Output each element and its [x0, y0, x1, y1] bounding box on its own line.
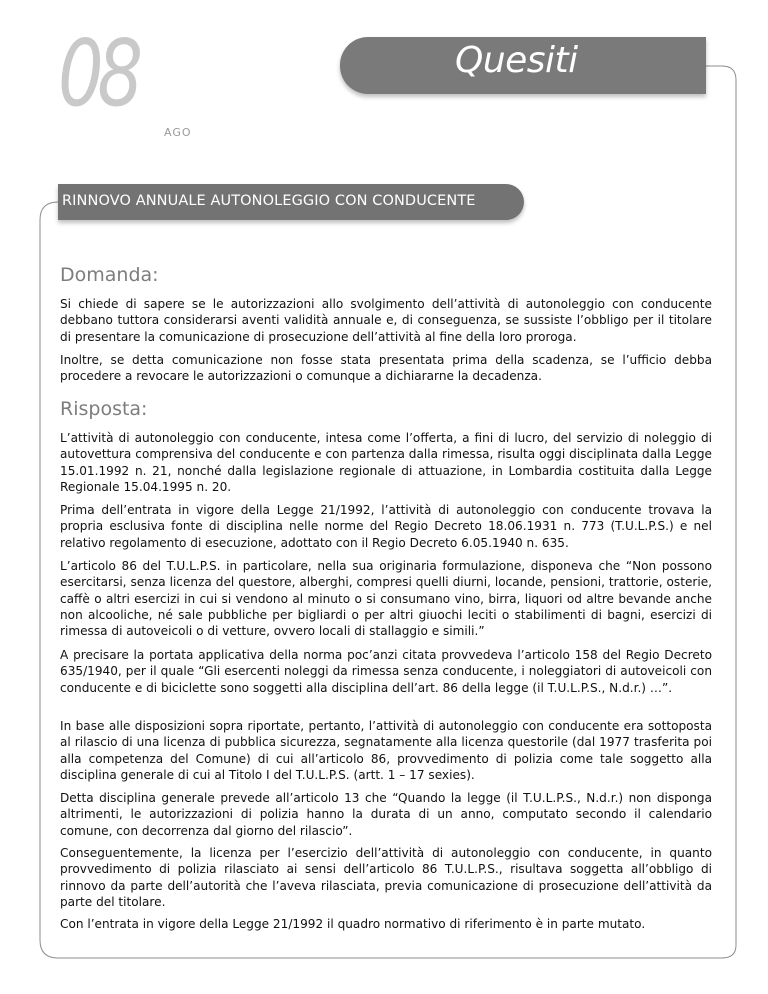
answer-paragraph: Conseguentemente, la licenza per l’esercizio dell’attività di autonoleggio con conducente, in quanto provvedimento di polizia rilasciato ai sensi dell’articolo 86 T.U.L.P.S., risultava soggetta all’obbligo di rinnovo da parte dell’autorità che l’aveva rilasciata, previa comunicazione di prosecuzione dell’attività da parte del titolare. [60, 846, 712, 909]
answer-paragraph: A precisare la portata applicativa della norma poc’anzi citata provvedeva l’articolo 158 del Regio Decreto 635/1940, per il quale “Gli esercenti noleggi da rimessa senza conducente, i noleggiatori di autoveicoli con conducente e di biciclette sono soggetti alla disciplina dell’art. 86 della legge (il T.U.L.P.S., N.d.r.) …”. [60, 648, 712, 695]
answer-paragraph: Con l’entrata in vigore della Legge 21/1992 il quadro normativo di riferimento è in parte mutato. [60, 917, 646, 931]
answer-paragraph: In base alle disposizioni sopra riportate, pertanto, l’attività di autonoleggio con conducente era sottoposta al rilascio di una licenza di pubblica sicurezza, segnatamente alla licenza questorile (dal 1977 trasferita poi alla competenza del Comune) di cui all’articolo 86, provvedimento di polizia come tale soggetto alla disciplina generale di cui al Titolo I del T.U.L.P.S. (artt. 1 – 17 sexies). [60, 719, 712, 782]
answer-paragraph: L’articolo 86 del T.U.L.P.S. in particolare, nella sua originaria formulazione, disponeva che “Non possono esercitarsi, senza licenza del questore, alberghi, compresi quelli diurni, locande, pensioni, trattorie, osterie, caffè o altri esercizi in cui si vendono al minuto o si consumano vino, birra, liquori od altre bevande anche non alcooliche, né sale pubbliche per bigliardi o per altri giuochi leciti o stabilimenti di bagni, esercizi di rimessa di autoveicoli o di vetture, ovvero locali di stallaggio e simili.” [60, 559, 712, 639]
question-heading: Domanda: [60, 264, 159, 286]
section-title: RINNOVO ANNUALE AUTONOLEGGIO CON CONDUCENTE [62, 193, 476, 209]
answer-paragraph: Prima dell’entrata in vigore della Legge 21/1992, l’attività di autonoleggio con conducente trovava la propria esclusiva fonte di disciplina nelle norme del Regio Decreto 18.06.1931 n. 773 (T.U.L.P.S.) e nel relativo regolamento di esecuzione, adottato con il Regio Decreto 6.05.1940 n. 635. [60, 503, 712, 550]
answer-heading: Risposta: [60, 398, 148, 420]
question-paragraph: Si chiede di sapere se le autorizzazioni allo svolgimento dell’attività di autonoleggio con conducente debbano tuttora considerarsi aventi validità annuale e, di conseguenza, se sussiste l’obbligo per il titolare di presentare la comunicazione di prosecuzione dell’attività al fine della loro proroga. [60, 297, 712, 344]
issue-number: 08 [58, 20, 137, 127]
page-title: Quesiti [455, 40, 578, 81]
answer-paragraph: L’attività di autonoleggio con conducente, intesa come l’offerta, a fini di lucro, del servizio di noleggio di autovettura comprensiva del conducente e con partenza dalla rimessa, risulta oggi disciplinata dalla Legge 15.01.1992 n. 21, nonché dalla legislazione regionale di attuazione, in Lombardia costituita dalla Legge Regionale 15.04.1995 n. 20. [60, 431, 712, 494]
question-paragraph: Inoltre, se detta comunicazione non fosse stata presentata prima della scadenza, se l’ufficio debba procedere a revocare le autorizzazioni o comunque a dichiararne la decadenza. [60, 353, 712, 384]
issue-month: AGO [164, 126, 192, 139]
answer-paragraph: Detta disciplina generale prevede all’articolo 13 che “Quando la legge (il T.U.L.P.S., N.d.r.) non disponga altrimenti, le autorizzazioni di polizia hanno la durata di un anno, computato secondo il calendario comune, con decorrenza dal giorno del rilascio”. [60, 791, 712, 838]
